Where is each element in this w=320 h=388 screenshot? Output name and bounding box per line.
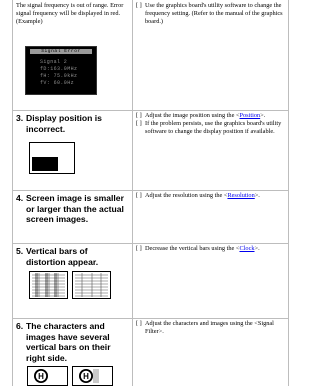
- problem-number: 5.: [16, 246, 24, 256]
- problem-heading: [16, 193, 128, 225]
- solution-text: Adjust the resolution using the <: [145, 192, 228, 199]
- solution-item: [136, 192, 284, 200]
- checkbox-bracket: [ ]: [136, 120, 142, 128]
- problem-description: The signal frequency is out of range. Error signal frequency will be displayed in red. (Example): [16, 2, 124, 26]
- solution-text-end: >.: [254, 192, 260, 199]
- problem-title: Vertical bars of distortion appear.: [26, 246, 99, 267]
- solution-cell: [136, 320, 284, 336]
- character-streaks-image: [27, 366, 113, 386]
- column-divider: [132, 110, 133, 190]
- svg-text:H: H: [38, 372, 44, 381]
- problem-number: 6.: [16, 321, 24, 331]
- checkbox-bracket: [ ]: [136, 112, 142, 119]
- osd-line: fV: 60.0Hz: [40, 80, 75, 86]
- problem-title: Screen image is smaller or larger than the actual screen images.: [26, 193, 124, 224]
- column-divider: [132, 318, 133, 386]
- display-position-image: [29, 142, 75, 174]
- solution-text-end: >.: [254, 245, 260, 252]
- clock-link[interactable]: Clock: [239, 245, 255, 252]
- osd-line: fH: 75.0kHz: [40, 73, 78, 79]
- signal-error-osd-image: [25, 46, 97, 95]
- vertical-bars-image: [29, 271, 111, 299]
- table-row-vertical-streaks: [13, 318, 288, 386]
- column-divider: [132, 243, 133, 318]
- solution-text: Decrease the vertical bars using the <: [145, 245, 240, 252]
- table-row-screen-size: [13, 190, 288, 244]
- solution-item: [136, 245, 284, 253]
- solution-item: [136, 112, 284, 120]
- osd-title: Signal Error: [30, 49, 92, 54]
- table-row-display-position: [13, 110, 288, 191]
- problem-title: The characters and images have several vertical bars on their right side.: [26, 321, 111, 363]
- checkbox-bracket: [ ]: [136, 320, 142, 327]
- problem-heading: [16, 321, 128, 363]
- shifted-image-block: [32, 157, 58, 171]
- problem-number: 3.: [16, 113, 24, 123]
- solution-item: [136, 320, 284, 336]
- solution-text-end: >.: [260, 112, 266, 119]
- solution-item: [136, 120, 284, 136]
- table-row-signal-error: [13, 0, 288, 111]
- column-divider: [132, 0, 133, 110]
- osd-line: fD:163.0MHz: [40, 66, 78, 72]
- problem-title: Display position is incorrect.: [26, 113, 102, 134]
- troubleshooting-table: [12, 0, 289, 386]
- problem-number: 4.: [16, 193, 24, 203]
- solution-text: If the problem persists, use the graphics board's utility software to change the display position if available.: [145, 120, 282, 136]
- solution-text: Adjust the image position using the <: [145, 112, 240, 119]
- solution-cell: [136, 192, 284, 200]
- problem-heading: [16, 113, 128, 134]
- checkbox-bracket: [ ]: [136, 245, 142, 252]
- solution-cell: [136, 245, 284, 253]
- solution-text: Adjust the characters and images using the <Signal Filter>.: [145, 320, 274, 336]
- solution-cell: [136, 112, 284, 137]
- solution-text: Use the graphics board's utility software to change the frequency setting. (Refer to the manual of the graphics board.): [145, 2, 283, 26]
- table-row-vertical-bars: [13, 243, 288, 319]
- position-link[interactable]: Position: [239, 112, 261, 119]
- problem-heading: [16, 246, 128, 267]
- column-divider: [132, 190, 133, 243]
- checkbox-bracket: [ ]: [136, 192, 142, 199]
- osd-line: Signal 2: [40, 59, 68, 65]
- solution-item: [136, 2, 284, 27]
- resolution-link[interactable]: Resolution: [227, 192, 255, 199]
- checkbox-bracket: [ ]: [136, 2, 142, 9]
- svg-text:H: H: [83, 372, 89, 381]
- solution-cell: [136, 2, 284, 27]
